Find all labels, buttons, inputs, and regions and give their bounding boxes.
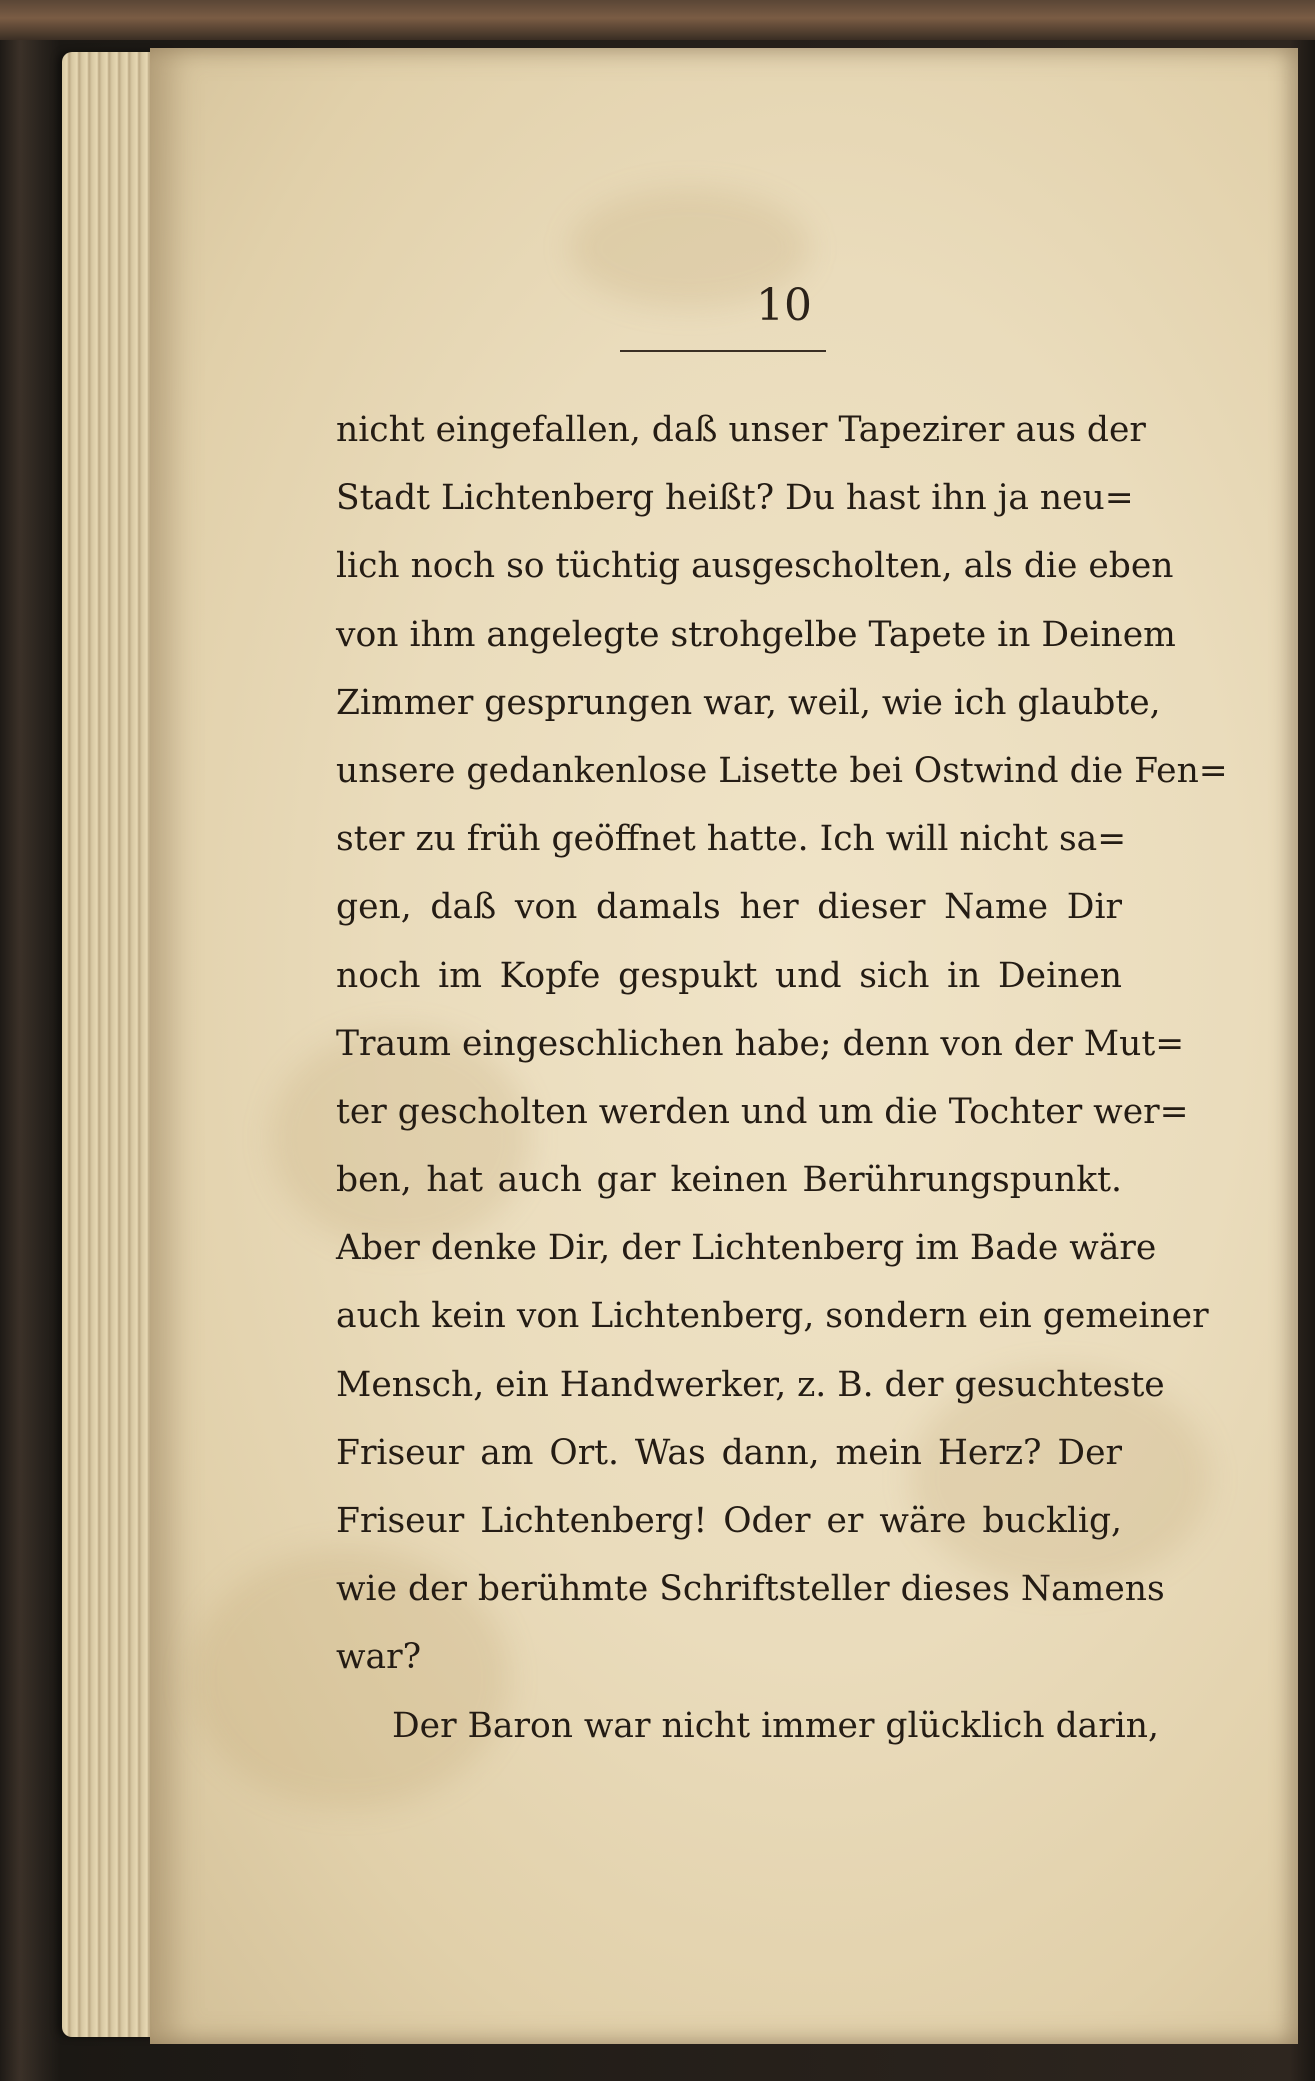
text-line: nicht eingefallen, daß unser Tapezirer aus der <box>336 410 1146 450</box>
text-line: Aber denke Dir, der Lichtenberg im Bade wäre <box>336 1228 1157 1269</box>
text-line: Zimmer gesprungen war, weil, wie ich glaubte, <box>336 682 1161 723</box>
text-line: Friseur am Ort. Was dann, mein Herz? Der <box>336 1432 1122 1473</box>
text-line: unsere gedankenlose Lisette bei Ostwind die Fen= <box>336 750 1228 791</box>
text-line: Traum eingeschlichen habe; denn von der Mut= <box>336 1023 1185 1064</box>
text-line: war? <box>336 1637 422 1678</box>
header-rule <box>620 350 826 352</box>
text-line: Friseur Lichtenberg! Oder er wäre bucklig, <box>336 1501 1122 1541</box>
text-line: Stadt Lichtenberg heißt? Du hast ihn ja neu= <box>336 478 1134 519</box>
text-line: ter gescholten werden und um die Tochter wer= <box>336 1091 1189 1132</box>
text-line: von ihm angelegte strohgelbe Tapete in Deinem <box>336 614 1176 655</box>
body-text <box>336 396 1228 1760</box>
book-page <box>150 48 1298 2044</box>
text-line: Der Baron war nicht immer glücklich darin, <box>392 1705 1159 1746</box>
text-line: lich noch so tüchtig ausgescholten, als die eben <box>336 546 1174 587</box>
text-line: ster zu früh geöffnet hatte. Ich will nicht sa= <box>336 819 1127 860</box>
text-line: gen, daß von damals her dieser Name Dir <box>336 887 1122 928</box>
cover-edge <box>0 0 1315 40</box>
page-number: 10 <box>756 280 812 331</box>
text-line: noch im Kopfe gespukt und sich in Deinen <box>336 955 1122 996</box>
text-line: ben, hat auch gar keinen Berührungspunkt. <box>336 1160 1122 1201</box>
text-line: wie der berühmte Schriftsteller dieses Namens <box>336 1569 1165 1610</box>
text-line: auch kein von Lichtenberg, sondern ein gemeiner <box>336 1296 1209 1337</box>
text-line: Mensch, ein Handwerker, z. B. der gesuchteste <box>336 1364 1165 1405</box>
